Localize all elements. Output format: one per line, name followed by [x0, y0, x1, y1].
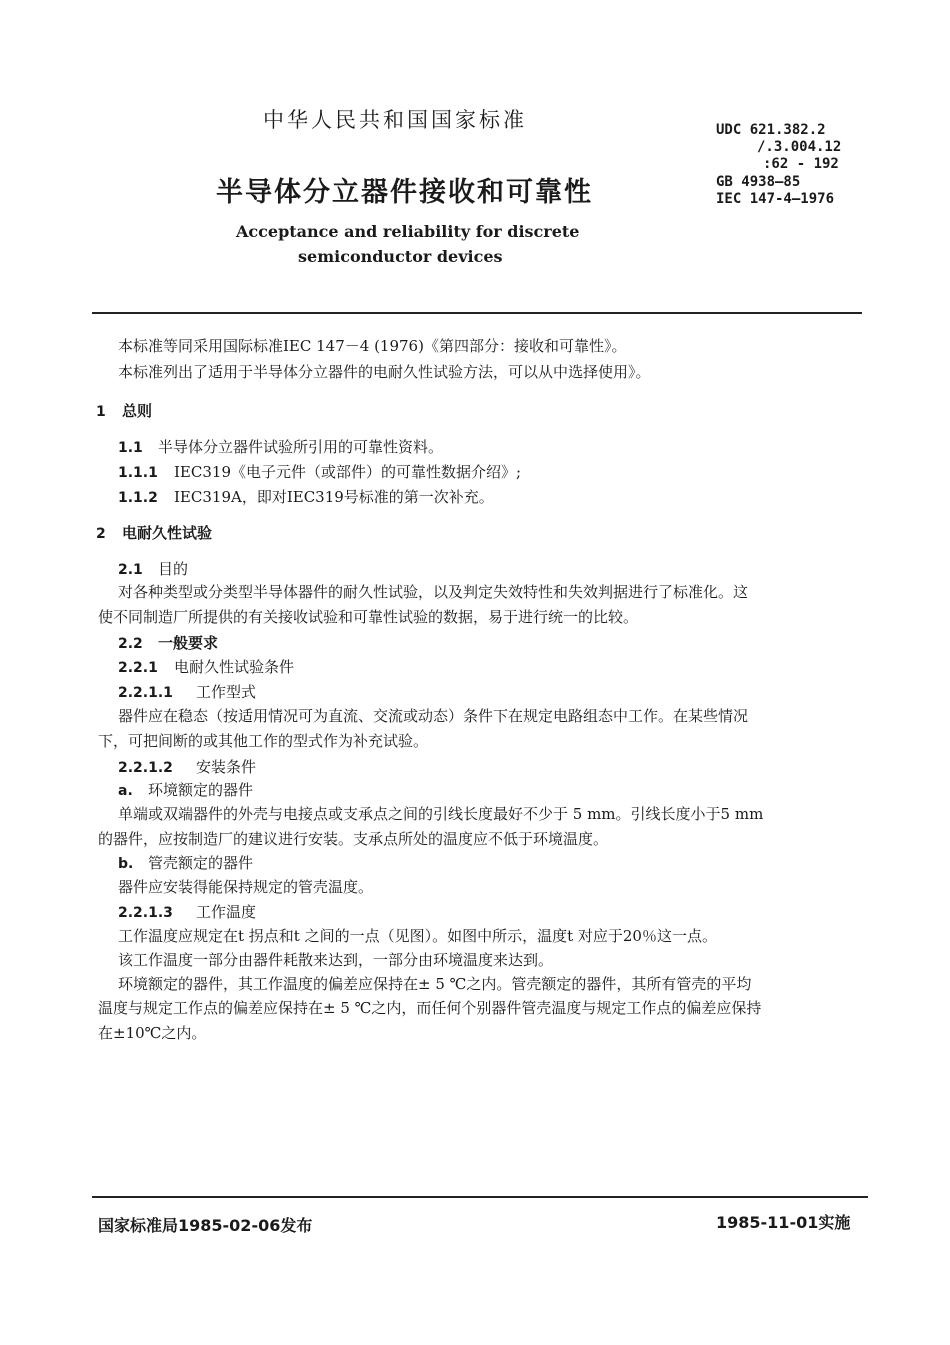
item-a-title: 环境额定的器件 — [148, 781, 254, 799]
clause-2-1-para-line2: 使不同制造厂所提供的有关接收试验和可靠性试验的数据，易于进行统一的比较。 — [98, 608, 639, 626]
clause-2-2-number: 2.2 — [118, 636, 143, 652]
clause-2-2-1-3-para-line4: 温度与规定工作点的偏差应保持在± 5 ℃之内，而任何个别器件管壳温度与规定工作点的偏差应保持 — [98, 999, 762, 1017]
clause-2-2-heading — [118, 632, 218, 653]
document-title-en-line1: Acceptance and reliability for discrete — [236, 222, 580, 241]
clause-2-2-1-heading — [118, 656, 294, 677]
clause-2-2-1-3-para-line2: 该工作温度一部分由器件耗散来达到，一部分由环境温度来达到。 — [118, 951, 554, 969]
clause-2-2-1-2-number: 2.2.1.2 — [118, 760, 173, 776]
clause-1-1-text: 半导体分立器件试验所引用的可靠性资料。 — [158, 438, 444, 456]
clause-2-1-heading — [118, 558, 188, 579]
section-2-heading — [96, 522, 212, 543]
item-b-title: 管壳额定的器件 — [148, 854, 254, 872]
section-1-number: 1 — [96, 404, 106, 420]
clause-2-2-1-3-heading — [118, 901, 256, 922]
clause-2-1-para-line1: 对各种类型或分类型半导体器件的耐久性试验，以及判定失效特性和失效判据进行了标准化。这 — [118, 583, 749, 601]
clause-1-1-1 — [118, 461, 521, 482]
item-b-label: b. — [118, 856, 134, 872]
section-1-heading — [96, 400, 152, 421]
clause-2-2-1-1-heading — [118, 681, 256, 702]
section-2-number: 2 — [96, 526, 106, 542]
clause-2-2-1-3-number: 2.2.1.3 — [118, 905, 173, 921]
item-a-para-line2: 的器件，应按制造厂的建议进行安装。支承点所处的温度应不低于环境温度。 — [98, 830, 609, 848]
clause-1-1 — [118, 436, 443, 457]
clause-2-1-title: 目的 — [158, 560, 189, 578]
intro-line-1: 本标准等同采用国际标准IEC 147－4 (1976)《第四部分：接收和可靠性》。 — [118, 337, 627, 355]
clause-2-2-1-3-title: 工作温度 — [196, 903, 257, 921]
clause-2-2-1-1-title: 工作型式 — [196, 683, 257, 701]
issue-date: 国家标准局1985-02-06发布 — [98, 1216, 313, 1235]
item-b-heading — [118, 852, 253, 873]
item-a-heading — [118, 779, 253, 800]
udc-code-line1: UDC 621.382.2 — [716, 122, 826, 138]
clause-2-2-1-3-para-line5: 在±10℃之内。 — [98, 1024, 207, 1042]
document-title-en-line2: semiconductor devices — [298, 247, 503, 266]
clause-2-2-1-1-para-line1: 器件应在稳态（按适用情况可为直流、交流或动态）条件下在规定电路组态中工作。在某些情况 — [118, 707, 749, 725]
clause-2-2-1-2-title: 安装条件 — [196, 758, 257, 776]
clause-2-1-number: 2.1 — [118, 562, 143, 578]
gb-number: GB 4938—85 — [716, 174, 801, 190]
clause-2-2-title: 一般要求 — [158, 634, 219, 652]
item-a-para-line1: 单端或双端器件的外壳与电接点或支承点之间的引线长度最好不少于 5 mm。引线长度小于5 mm — [118, 805, 764, 823]
item-a-label: a. — [118, 783, 133, 799]
clause-1-1-1-number: 1.1.1 — [118, 465, 158, 481]
header-divider — [92, 312, 862, 314]
clause-2-2-1-title: 电耐久性试验条件 — [174, 658, 295, 676]
clause-2-2-1-2-heading — [118, 756, 256, 777]
clause-1-1-2-number: 1.1.2 — [118, 490, 158, 506]
document-title-cn: 半导体分立器件接收和可靠性 — [216, 177, 593, 208]
clause-1-1-2 — [118, 486, 494, 507]
clause-2-2-1-1-number: 2.2.1.1 — [118, 685, 173, 701]
clause-1-1-2-text: IEC319A，即对IEC319号标准的第一次补充。 — [174, 488, 494, 506]
effective-date: 1985-11-01实施 — [716, 1213, 851, 1232]
intro-line-2: 本标准列出了适用于半导体分立器件的电耐久性试验方法，可以从中选择使用》。 — [118, 363, 651, 381]
issuing-organization: 中华人民共和国国家标准 — [263, 108, 527, 132]
clause-2-2-1-number: 2.2.1 — [118, 660, 158, 676]
item-b-para-line1: 器件应安装得能保持规定的管壳温度。 — [118, 878, 374, 896]
udc-code-line2: /.3.004.12 — [757, 139, 842, 155]
udc-code-line3: :62 - 192 — [763, 156, 839, 172]
footer-divider — [92, 1196, 868, 1198]
clause-2-2-1-3-para-line1: 工作温度应规定在t 拐点和t 之间的一点（见图）。如图中所示，温度t 对应于20％这一点。 — [118, 927, 717, 945]
clause-2-2-1-1-para-line2: 下，可把间断的或其他工作的型式作为补充试验。 — [98, 732, 429, 750]
clause-1-1-number: 1.1 — [118, 440, 143, 456]
section-2-title: 电耐久性试验 — [122, 524, 213, 542]
iec-number: IEC 147-4—1976 — [716, 191, 835, 207]
clause-1-1-1-text: IEC319《电子元件（或部件）的可靠性数据介绍》; — [174, 463, 522, 481]
clause-2-2-1-3-para-line3: 环境额定的器件，其工作温度的偏差应保持在± 5 ℃之内。管壳额定的器件，其所有管壳的平均 — [118, 975, 752, 993]
section-1-title: 总则 — [122, 402, 153, 420]
